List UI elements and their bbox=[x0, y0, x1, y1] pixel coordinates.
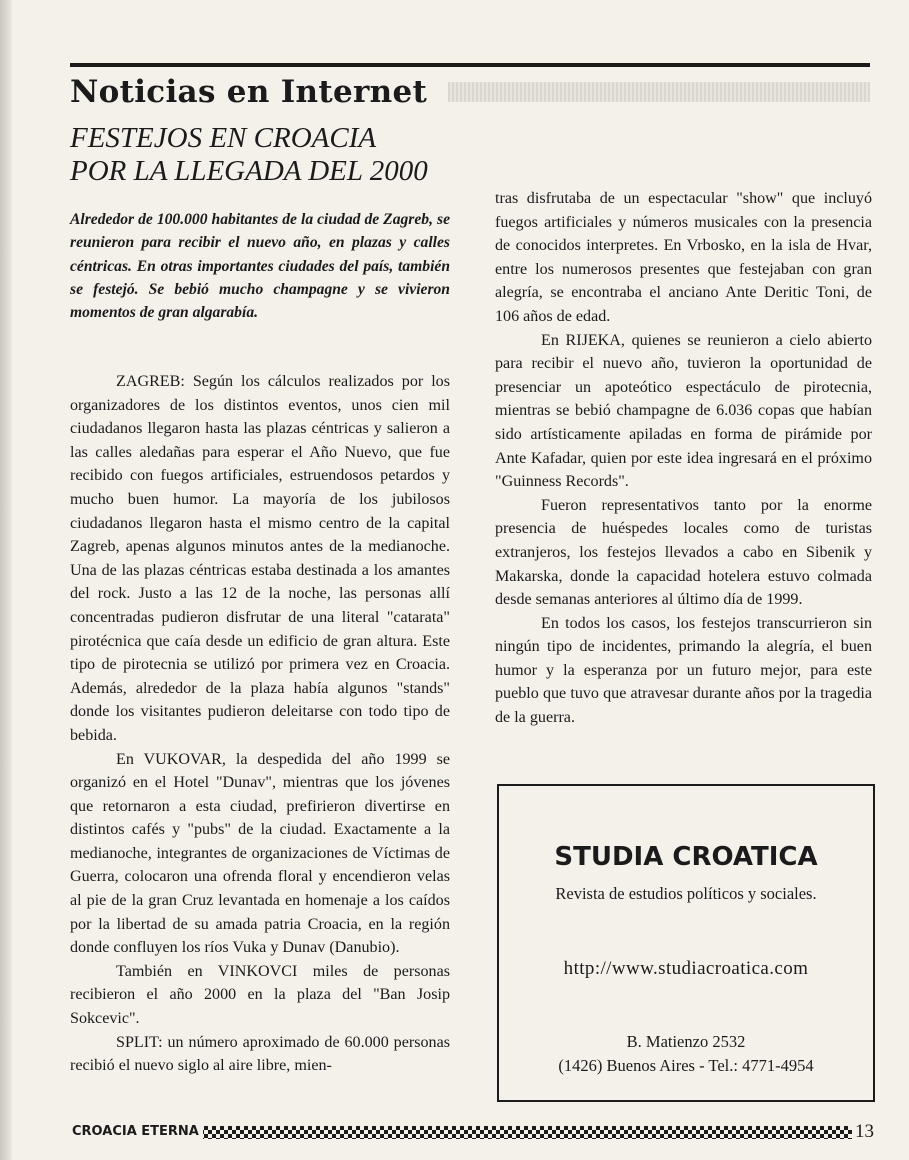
ad-subtitle: Revista de estudios políticos y sociales. bbox=[555, 884, 817, 903]
studia-croatica-ad bbox=[497, 784, 875, 1102]
paragraph-rijeka: En RIJEKA, quienes se reunieron a cielo abierto para recibir el nuevo año, tuvieron la oportunidad de presenciar un apoteótico espectáculo de pirotecnia, mientras se bebió champagne de 6.036 copas que habían sido artísticamente apiladas en forma de pirámide por Ante Kafadar, quien por este idea ingresará en el próximo "Guinness Records". bbox=[495, 331, 872, 491]
paragraph-vukovar: En VUKOVAR, la despedida del año 1999 se organizó en el Hotel "Dunav", mientras que los jóvenes que retornaron a esta ciudad, prefirieron divertirse en distintos cafés y "pubs" de la ciudad. Exactamente a la medianoche, integrantes de organizaciones de Víctimas de Guerra, colocaron una ofrenda floral y encendieron velas al pie de la gran Cruz levantada en homenaje a los caídos por la libertad de su amada patria Croacia, en la región donde confluyen los ríos Vuka y Dunav (Danubio). bbox=[70, 750, 450, 957]
paragraph-split-cont: tras disfrutaba de un espectacular "show" que incluyó fuegos artificiales y números musicales con la presencia de conocidos interpretes. En Vrbosko, en la isla de Hvar, entre los numerosos presentes que festejaban con gran alegría, se encontraba el anciano Ante Deritic Toni, de 106 años de edad. bbox=[495, 190, 872, 325]
paragraph-closing: En todos los casos, los festejos transcurrieron sin ningún tipo de incidentes, primando la alegría, el buen humor y la esperanza por un futuro mejor, para este pueblo que tuvo que atravesar durante años por la tragedia de la guerra. bbox=[495, 614, 872, 727]
top-rule bbox=[70, 63, 870, 67]
ad-address-line-1: B. Matienzo 2532 bbox=[626, 1032, 746, 1051]
article-lead: Alrededor de 100.000 habitantes de la ciudad de Zagreb, se reunieron para recibir el nuevo año, en plazas y calles céntricas. En otras importantes ciudades del país, también se festejó. Se bebió mucho champagne y se vivieron momentos de gran algarabía. bbox=[70, 211, 450, 322]
page-number: 13 bbox=[855, 1121, 874, 1142]
show-through-band bbox=[448, 82, 870, 102]
paragraph-vinkovci: También en VINKOVCI miles de personas recibieron el año 2000 en la plaza del "Ban Josip Sokcevic". bbox=[70, 962, 450, 1028]
article-headline bbox=[70, 122, 470, 188]
headline-line-1: FESTEJOS EN CROACIA bbox=[70, 122, 377, 154]
headline-line-2: POR LA LLEGADA DEL 2000 bbox=[70, 155, 428, 187]
paragraph-split: SPLIT: un número aproximado de 60.000 personas recibió el nuevo siglo al aire libre, mien- bbox=[70, 1033, 450, 1075]
footer-label: CROACIA ETERNA bbox=[72, 1124, 203, 1140]
section-title: Noticias en Internet bbox=[70, 74, 428, 110]
body-column-left bbox=[70, 370, 450, 1078]
paragraph-zagreb: ZAGREB: Según los cálculos realizados por los organizadores de los distintos eventos, unos cien mil ciudadanos llegaron hasta las plazas céntricas y salieron a las calles aledañas para esperar el Año Nuevo, que fue recibido con fuegos artificiales, estruendosos petardos y mucho buen humor. La mayoría de los jubilosos ciudadanos llegaron hasta el mismo centro de la capital Zagreb, apenas algunos minutos antes de la medianoche. Una de las plazas céntricas estaba destinada a los amantes del rock. Justo a las 12 de la noche, las personas allí concentradas pudieron disfrutar de una literal "catarata" pirotécnica que caía desde un edificio de gran altura. Este tipo de pirotecnia se utilizó por primera vez en Croacia. Además, alrededor de la plaza había algunos "stands" donde los visitantes pudieron deleitarse con todo tipo de bebida. bbox=[70, 373, 450, 744]
ad-url: http://www.studiacroatica.com bbox=[563, 958, 809, 979]
page-edge-shadow bbox=[0, 0, 12, 1160]
ad-address-line-2: (1426) Buenos Aires - Tel.: 4771-4954 bbox=[558, 1056, 814, 1075]
paragraph-sibenik: Fueron representativos tanto por la enorme presencia de huéspedes locales como de turistas extranjeros, los festejos llevados a cabo en Sibenik y Makarska, donde la capacidad hotelera estuvo colmada desde semanas anteriores al último día de 1999. bbox=[495, 496, 872, 609]
ad-address bbox=[499, 1030, 873, 1078]
body-column-right bbox=[495, 187, 872, 730]
ad-title: STUDIA CROATICA bbox=[554, 842, 818, 872]
